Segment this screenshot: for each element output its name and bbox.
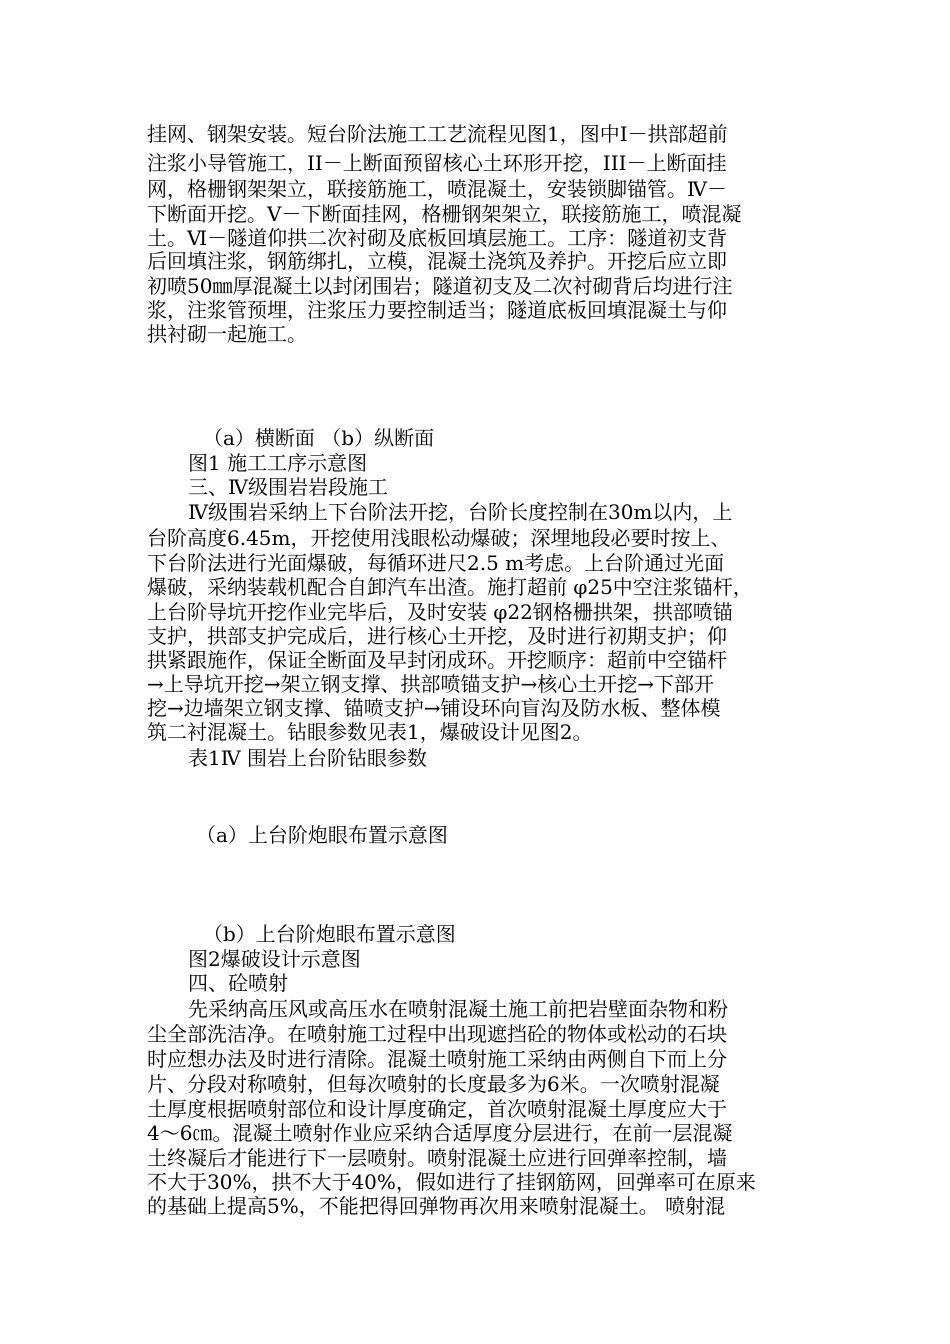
text-line: 后回填注浆，钢筋绑扎，立模，混凝土浇筑及养护。开挖后应立即 [147, 249, 727, 273]
text-line: 时应想办法及时进行清除。混凝土喷射施工采纳由两侧自下而上分 [147, 1047, 727, 1071]
text-line: 的基础上提高5%，不能把得回弹物再次用来喷射混凝土。 喷射混 [147, 1194, 726, 1218]
text-line: 土终凝后才能进行下一层喷射。喷射混凝土应进行回弹率控制，墙 [147, 1146, 727, 1170]
text-line: 拱紧跟施作，保证全断面及早封闭成环。开挖顺序：超前中空锚杆 [147, 648, 727, 672]
text-line: 挂网、钢架安装。短台阶法施工工艺流程见图1，图中Ⅰ－拱部超前 [147, 122, 728, 146]
text-line: 挖→边墙架立钢支撑、锚喷支护→铺设环向盲沟及防水板、整体模 [147, 696, 721, 720]
table-caption: 表1Ⅳ 围岩上台阶钻眼参数 [188, 746, 428, 770]
section-heading: 四、砼喷射 [188, 971, 288, 995]
text-line: 不大于30%，拱不大于40%，假如进行了挂钢筋网，回弹率可在原来 [147, 1170, 756, 1194]
text-line: 浆，注浆管预埋，注浆压力要控制适当；隧道底板回填混凝土与仰 [147, 298, 727, 322]
text-line: 注浆小导管施工，II－上断面预留核心土环形开挖，III－上断面挂 [147, 151, 727, 175]
figure-subcaption: （a）横断面 （b）纵断面 [203, 426, 435, 450]
text-line: 片、分段对称喷射，但每次喷射的长度最多为6米。一次喷射混凝 [147, 1072, 720, 1096]
figure-subcaption: （a）上台阶炮眼布置示意图 [196, 823, 448, 847]
section-heading: 三、Ⅳ级围岩岩段施工 [188, 475, 388, 499]
text-line: 下断面开挖。Ⅴ－下断面挂网，格栅钢架架立，联接筋施工，喷混凝 [147, 202, 742, 226]
text-line: 筑二衬混凝土。钻眼参数见表1，爆破设计见图2。 [147, 720, 593, 744]
figure-subcaption: （b）上台阶炮眼布置示意图 [203, 922, 456, 946]
text-line: 拱衬砌一起施工。 [147, 322, 307, 346]
text-line: 初喷50㎜厚混凝土以封闭围岩；隧道初支及二次衬砌背后均进行注 [147, 274, 733, 298]
text-line: 先采纳高压风或高压水在喷射混凝土施工前把岩壁面杂物和粉 [188, 997, 728, 1021]
text-line: 上台阶导坑开挖作业完毕后，及时安装 φ22钢格栅拱架，拱部喷锚 [147, 600, 733, 624]
text-line: →上导坑开挖→架立钢支撑、拱部喷锚支护→核心土开挖→下部开 [147, 672, 715, 696]
text-line: 尘全部洗洁净。在喷射施工过程中出现遮挡砼的物体或松动的石块 [147, 1022, 727, 1046]
figure-caption: 图2爆破设计示意图 [188, 947, 361, 971]
text-line: 支护，拱部支护完成后，进行核心土开挖，及时进行初期支护；仰 [147, 624, 727, 648]
text-line: 下台阶法进行光面爆破，每循环进尺2.5 m考虑。上台阶通过光面 [147, 551, 725, 575]
figure-caption: 图1 施工工序示意图 [188, 451, 368, 475]
text-line: 爆破，采纳装载机配合自卸汽车出渣。施打超前 φ25中空注浆锚杆， [147, 575, 753, 599]
text-line: 台阶高度6.45m，开挖使用浅眼松动爆破；深埋地段必要时按上、 [147, 526, 731, 550]
text-line: 4～6㎝。混凝土喷射作业应采纳合适厚度分层进行，在前一层混凝 [147, 1121, 733, 1145]
text-line: 土。Ⅵ－隧道仰拱二次衬砌及底板回填层施工。工序：隧道初支背 [147, 226, 728, 250]
text-line: Ⅳ级围岩采纳上下台阶法开挖，台阶长度控制在30m以内，上 [188, 500, 733, 524]
text-line: 土厚度根据喷射部位和设计厚度确定，首次喷射混凝土厚度应大于 [147, 1097, 727, 1121]
text-line: 网，格栅钢架架立，联接筋施工，喷混凝土，安装锁脚锚管。Ⅳ－ [147, 177, 727, 201]
